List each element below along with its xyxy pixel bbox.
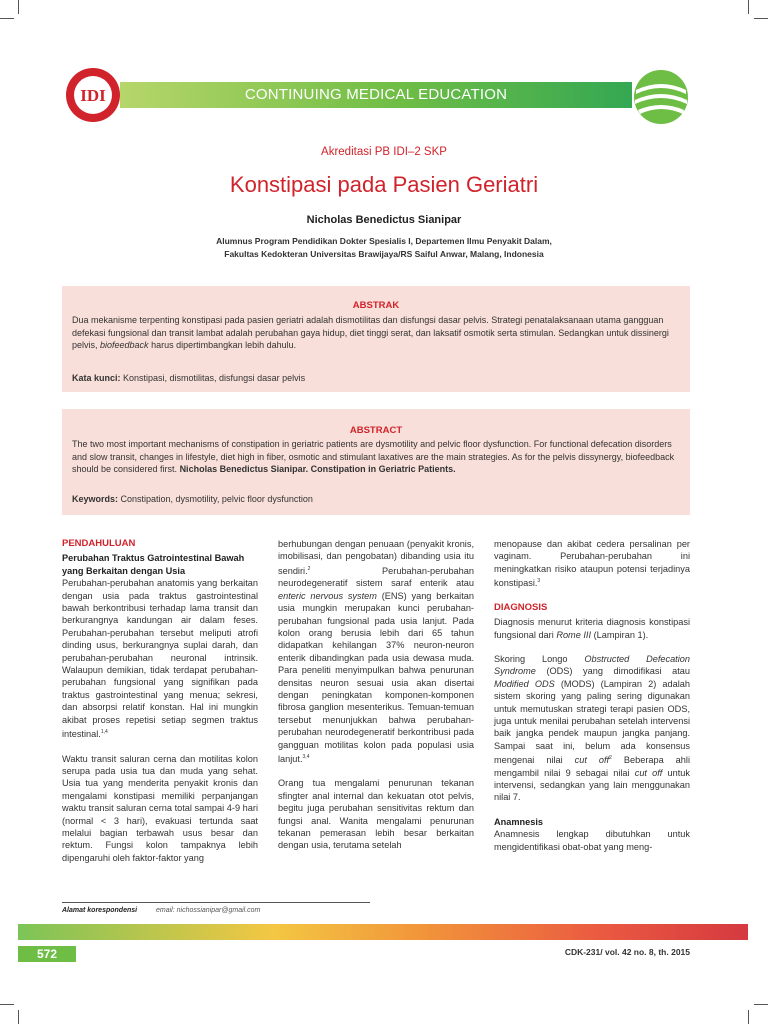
column-1 [62, 538, 258, 876]
crop-mark [754, 18, 768, 19]
affiliation-line: Alumnus Program Pendidikan Dokter Spesialis I, Departemen Ilmu Penyakit Dalam, [216, 236, 552, 246]
cme-banner-title: CONTINUING MEDICAL EDUCATION [244, 86, 508, 103]
author-affiliation [0, 235, 768, 261]
svg-text:IDI: IDI [80, 86, 106, 105]
crop-mark [0, 18, 14, 19]
page-number-box [18, 946, 76, 962]
column-2 [278, 538, 474, 864]
abstrak-box [62, 286, 690, 392]
column-3 [494, 538, 690, 865]
crop-mark [748, 1010, 749, 1024]
correspondence-email: email: nichossianipar@gmail.com [156, 907, 261, 914]
paragraph: Skoring Longo Obstructed Defecation Syndrome (ODS) yang dimodifikasi atau Modified ODS (MODS) (Lampiran 2) adalah sistem skoring yang paling sering digunakan untuk memutuskan strategi terapi pasien ODS, juga untuk menilai perubahan setelah intervensi baik jangka pendek maupun jangka panjang. Sampai saat ini, belum ada konsensus mengenai nilai cut off$^2$ Beberapa ahli mengambil nilai 9 sebagai nilai cut off untuk intervensi, sedangkan yang lain menggunakan nilai 7. [494, 653, 690, 803]
author-name: Nicholas Benedictus Sianipar [306, 214, 462, 226]
crop-mark [754, 1004, 768, 1005]
paragraph: berhubungan dengan penuaan (penyakit kronis, imobilisasi, dan pengobatan) dibanding usia itu sendiri.$^2$ Perubahan-perubahan neurodegeneratif sistem saraf enterik atau enteric nervous system (ENS) yang berkaitan usia mungkin merupakan kunci perubahan-perubahan fungsional pada usia lanjut. Pada kolon orang berusia lebih dari 65 tahun didapatkan kehilangan 37% neuron-neuron enterik dibandingkan pada usia dewasa muda. Para peneliti menyimpulkan bahwa penurunan densitas neuron sesuai usia akan disertai dengan peningkatan komponen-komponen fibrosa ganglion mesenterikus. Temuan-temuan tersebut menunjukkan bahwa perubahan-perubahan neurodegeneratif berkontribusi pada gangguan motilitas kolon pada populasi usia lanjut.$^{3,4}$ [278, 539, 474, 765]
idi-logo [64, 66, 122, 124]
journal-reference: CDK-231/ vol. 42 no. 8, th. 2015 [564, 947, 690, 957]
abstract-heading: ABSTRACT [349, 425, 403, 436]
paragraph: menopause dan akibat cedera persalinan per vaginam. Perubahan-perubahan ini meningkatkan risiko ataupun potensi terjadinya konstipasi.$^3$ [494, 539, 690, 589]
crop-mark [0, 1004, 14, 1005]
globe-logo [632, 68, 690, 126]
subsection-heading: Anamnesis [494, 816, 544, 827]
abstrak-body: Dua mekanisme terpenting konstipasi pada pasien geriatri adalah dismotilitas dan disfungsi dasar pelvis. Strategi penatalaksanaan utama gangguan defekasi fungsional dan transit lambat adalah perubahan gaya hidup, diet tinggi serat, dan laksatif osmotik serta stimulan. Sedangkan untuk dissinergi pelvis, biofeedback harus dipertimbangkan lebih dahulu. [72, 315, 669, 350]
cme-banner [120, 82, 632, 108]
abstract-box [62, 409, 690, 515]
article-title: Konstipasi pada Pasien Geriatri [229, 172, 539, 197]
paragraph: Orang tua mengalami penurunan tekanan sfingter anal internal dan kekuatan otot pelvis, begitu juga perubahan sensitivitas rektum dan fungsi anal. Wanita mengalami penurunan tekanan pemerasan lebih besar berkaitan dengan usia, terutama setelah [278, 778, 474, 851]
paragraph: Perubahan-perubahan anatomis yang berkaitan dengan usia pada traktus gastrointestinal bawah berkontribusi terhadap lama transit dan berkurangnya kandungan air dalam feses. Perubahan-perubahan tersebut meliputi atrofi dinding usus, berkurangnya suplai darah, dan perubahan-perubahan neuronal intrinsik. Walaupun demikian, tidak terdapat perubahan-perubahan fungsional yang signifikan pada traktus gastrointestinal yang menua; sekresi, dan absorpsi relatif konstan. Hal ini mungkin akibat proses repetisi setiap segmen traktus intestinal.$^{1,4}$ [62, 578, 258, 740]
accreditation-label: Akreditasi PB IDI–2 SKP [321, 146, 447, 158]
footnote-divider [62, 902, 370, 903]
paragraph: Anamnesis lengkap dibutuhkan untuk mengidentifikasi obat-obat yang meng- [494, 829, 690, 852]
crop-mark [748, 0, 749, 14]
abstrak-keywords: Kata kunci: Konstipasi, dismotilitas, disfungsi dasar pelvis [72, 373, 306, 383]
crop-mark [18, 1010, 19, 1024]
decorative-dot-bar [18, 924, 748, 940]
section-heading: DIAGNOSIS [494, 601, 548, 613]
correspondence-label: Alamat korespondensi [62, 907, 138, 914]
crop-mark [18, 0, 19, 14]
paragraph: Waktu transit saluran cerna dan motilitas kolon serupa pada usia tua dan muda yang sehat. Usia tua yang menderita penyakit kronis dan mengalami konstipasi memiliki perpanjangan waktu transit saluran cerna total sampai 4-9 hari (normal < 3 hari), evakuasi tertunda saat melalui bagian terbawah usus besar dan rektum. Fungsi kolon tampaknya lebih dipengaruhi oleh faktor-faktor yang [62, 753, 258, 863]
paragraph: Diagnosis menurut kriteria diagnosis konstipasi fungsional dari Rome III (Lampiran 1). [494, 617, 690, 640]
abstract-body: The two most important mechanisms of constipation in geriatric patients are dysmotility and pelvic floor dysfunction. For functional defecation disorders and slow transit, changes in lifestyle, diet high in fiber, osmotic and stimulant laxatives are the main strategies. As for the pelvis dissynergy, biofeedback should be considered first. Nicholas Benedictus Sianipar. Constipation in Geriatric Patients. [72, 439, 675, 474]
section-heading: PENDAHULUAN [62, 538, 136, 549]
affiliation-line: Fakultas Kedokteran Universitas Brawijaya/RS Saiful Anwar, Malang, Indonesia [224, 249, 544, 259]
abstrak-heading: ABSTRAK [352, 300, 400, 311]
abstract-keywords: Keywords: Constipation, dysmotility, pelvic floor dysfunction [72, 494, 313, 504]
subsection-heading: Perubahan Traktus Gatrointestinal Bawah yang Berkaitan dengan Usia [62, 553, 245, 576]
page-number: 572 [36, 947, 58, 961]
